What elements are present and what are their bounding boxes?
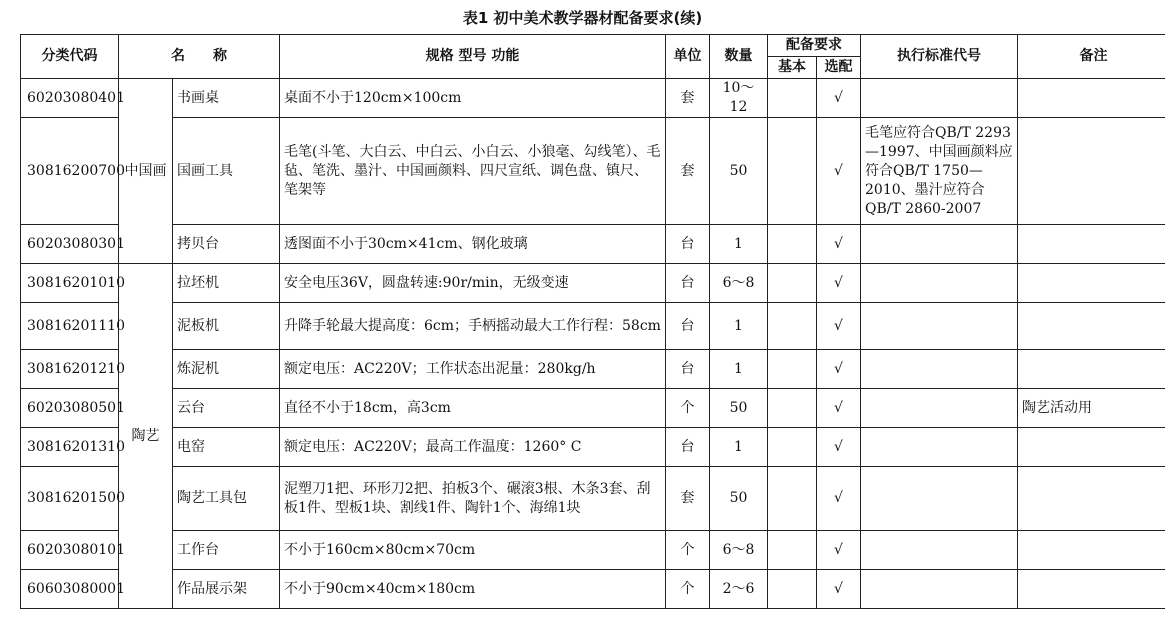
row-unit: 个 [666, 570, 710, 609]
row-code: 60203080501 [21, 389, 119, 428]
row-code: 30816200700 [21, 118, 119, 225]
row-spec: 透图面不小于30cm×41cm、钢化玻璃 [280, 225, 666, 264]
table-title: 表1 初中美术教学器材配备要求(续) [462, 9, 703, 27]
row-code: 30816201110 [21, 303, 119, 350]
row-qty: 1 [710, 350, 768, 389]
table-row [21, 264, 1165, 303]
category-cell: 中国画 [119, 79, 173, 264]
row-spec: 额定电压：AC220V；最高工作温度：1260° C [280, 428, 666, 467]
header-optional: 选配 [817, 57, 861, 79]
row-spec: 额定电压：AC220V；工作状态出泥量：280kg/h [280, 350, 666, 389]
row-qty: 1 [710, 303, 768, 350]
row-basic [768, 79, 817, 118]
row-name: 炼泥机 [173, 350, 280, 389]
row-basic [768, 350, 817, 389]
table-row [21, 467, 1165, 531]
row-qty: 6～8 [710, 264, 768, 303]
row-remark [1018, 467, 1165, 531]
row-spec: 桌面不小于120cm×100cm [280, 79, 666, 118]
row-code: 30816201310 [21, 428, 119, 467]
row-optional: √ [817, 303, 861, 350]
row-optional: √ [817, 225, 861, 264]
row-name: 陶艺工具包 [173, 467, 280, 531]
row-standard [861, 264, 1018, 303]
header-basic: 基本 [768, 57, 817, 79]
row-standard [861, 531, 1018, 570]
row-name: 云台 [173, 389, 280, 428]
header-name: 名 称 [119, 35, 280, 79]
table-row [21, 350, 1165, 389]
row-basic [768, 225, 817, 264]
header-spec: 规格 型号 功能 [280, 35, 666, 79]
table-row [21, 118, 1165, 225]
row-standard [861, 467, 1018, 531]
header-unit: 单位 [666, 35, 710, 79]
row-basic [768, 467, 817, 531]
row-unit: 台 [666, 428, 710, 467]
row-unit: 套 [666, 118, 710, 225]
row-qty: 2～6 [710, 570, 768, 609]
row-name: 拷贝台 [173, 225, 280, 264]
row-optional: √ [817, 350, 861, 389]
row-name: 拉坯机 [173, 264, 280, 303]
row-name: 工作台 [173, 531, 280, 570]
row-qty: 1 [710, 428, 768, 467]
row-remark [1018, 531, 1165, 570]
row-basic [768, 531, 817, 570]
table-row [21, 389, 1165, 428]
row-spec: 升降手轮最大提高度：6cm；手柄摇动最大工作行程：58cm [280, 303, 666, 350]
row-basic [768, 389, 817, 428]
row-spec: 毛笔(斗笔、大白云、中白云、小白云、小狼毫、勾线笔）、毛毡、笔洗、墨汁、中国画颜料、四尺宣纸、调色盘、镇尺、笔架等 [280, 118, 666, 225]
header-remark: 备注 [1018, 35, 1165, 79]
header-requirement: 配备要求 [768, 35, 861, 57]
row-unit: 套 [666, 467, 710, 531]
header-standard: 执行标准代号 [861, 35, 1018, 79]
row-code: 30816201210 [21, 350, 119, 389]
row-standard [861, 303, 1018, 350]
row-unit: 台 [666, 303, 710, 350]
row-qty: 6～8 [710, 531, 768, 570]
row-unit: 个 [666, 531, 710, 570]
row-unit: 套 [666, 79, 710, 118]
equipment-table [20, 34, 1165, 609]
row-qty: 1 [710, 225, 768, 264]
row-code: 30816201010 [21, 264, 119, 303]
row-remark [1018, 350, 1165, 389]
row-spec: 不小于160cm×80cm×70cm [280, 531, 666, 570]
row-optional: √ [817, 79, 861, 118]
table-row [21, 428, 1165, 467]
row-remark [1018, 79, 1165, 118]
row-qty: 10～12 [710, 79, 768, 118]
row-remark [1018, 264, 1165, 303]
row-name: 作品展示架 [173, 570, 280, 609]
table-row [21, 531, 1165, 570]
row-code: 60203080101 [21, 531, 119, 570]
row-qty: 50 [710, 467, 768, 531]
row-optional: √ [817, 467, 861, 531]
row-standard [861, 570, 1018, 609]
row-code: 60203080301 [21, 225, 119, 264]
row-qty: 50 [710, 389, 768, 428]
row-optional: √ [817, 389, 861, 428]
table-row [21, 225, 1165, 264]
header-qty: 数量 [710, 35, 768, 79]
row-spec: 不小于90cm×40cm×180cm [280, 570, 666, 609]
header-code: 分类代码 [21, 35, 119, 79]
row-name: 国画工具 [173, 118, 280, 225]
table-row [21, 303, 1165, 350]
table-row [21, 570, 1165, 609]
row-standard [861, 225, 1018, 264]
row-code: 60203080401 [21, 79, 119, 118]
row-optional: √ [817, 570, 861, 609]
row-standard [861, 79, 1018, 118]
row-name: 电窑 [173, 428, 280, 467]
row-name: 泥板机 [173, 303, 280, 350]
row-spec: 直径不小于18cm，高3cm [280, 389, 666, 428]
row-remark: 陶艺活动用 [1018, 389, 1165, 428]
row-remark [1018, 570, 1165, 609]
row-remark [1018, 225, 1165, 264]
row-unit: 台 [666, 264, 710, 303]
row-spec: 安全电压36V，圆盘转速:90r/min，无级变速 [280, 264, 666, 303]
row-basic [768, 428, 817, 467]
row-remark [1018, 428, 1165, 467]
row-standard [861, 350, 1018, 389]
row-optional: √ [817, 264, 861, 303]
row-code: 60603080001 [21, 570, 119, 609]
table-row [21, 79, 1165, 118]
row-unit: 台 [666, 350, 710, 389]
row-standard: 毛笔应符合QB/T 2293—1997、中国画颜料应符合QB/T 1750—2010、墨汁应符合QB/T 2860-2007 [861, 118, 1018, 225]
row-basic [768, 264, 817, 303]
row-unit: 台 [666, 225, 710, 264]
row-name: 书画桌 [173, 79, 280, 118]
row-basic [768, 570, 817, 609]
row-optional: √ [817, 531, 861, 570]
row-qty: 50 [710, 118, 768, 225]
row-optional: √ [817, 118, 861, 225]
row-standard [861, 428, 1018, 467]
row-remark [1018, 303, 1165, 350]
row-standard [861, 389, 1018, 428]
row-unit: 个 [666, 389, 710, 428]
row-spec: 泥塑刀1把、环形刀2把、拍板3个、碾滚3根、木条3套、刮板1件、型板1块、割线1件、陶针1个、海绵1块 [280, 467, 666, 531]
row-basic [768, 118, 817, 225]
category-cell: 陶艺 [119, 264, 173, 609]
row-optional: √ [817, 428, 861, 467]
row-basic [768, 303, 817, 350]
row-code: 30816201500 [21, 467, 119, 531]
row-remark [1018, 118, 1165, 225]
